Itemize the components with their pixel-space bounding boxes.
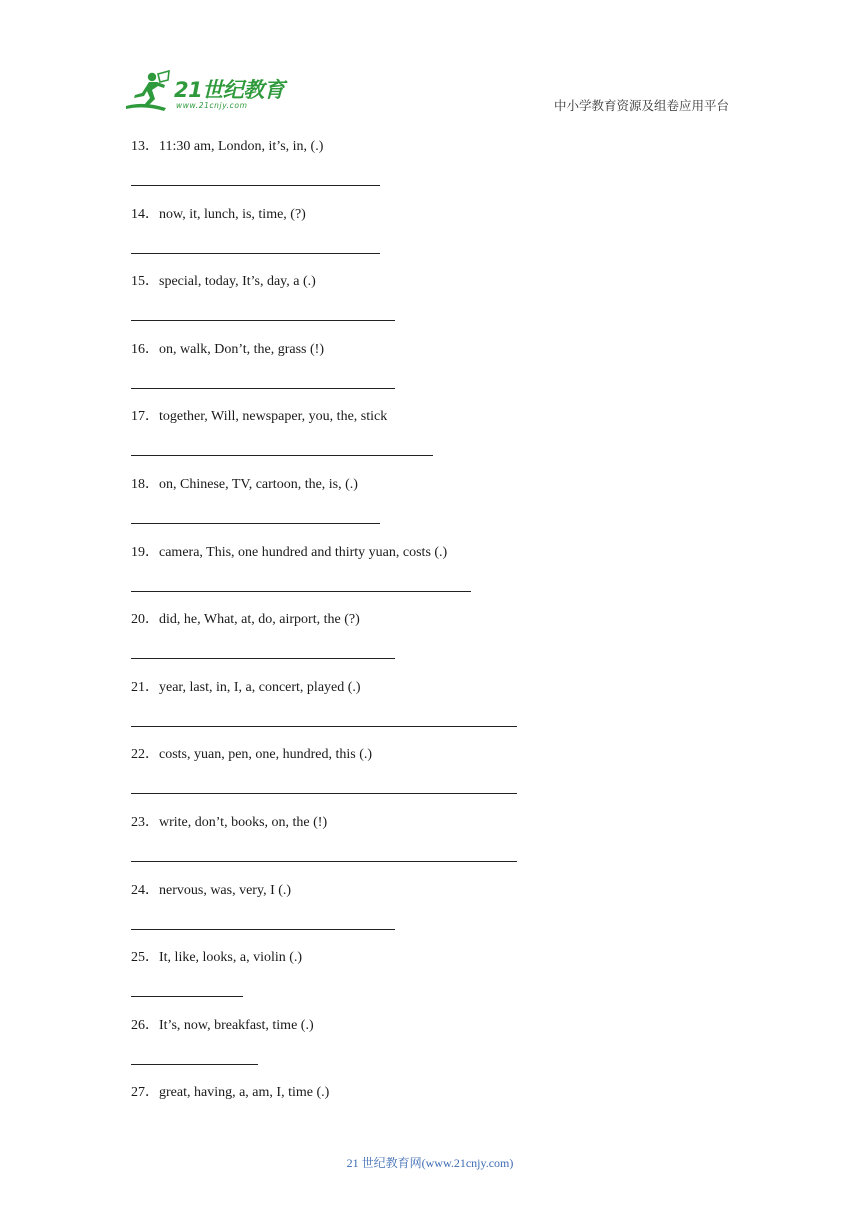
question-number: 27． [131, 1085, 159, 1101]
question-item [131, 813, 751, 881]
answer-line [131, 455, 433, 456]
answer-line [131, 658, 395, 659]
question-number: 18． [131, 476, 159, 492]
answer-line [131, 996, 243, 997]
answer-line [131, 388, 395, 389]
question-prompt [131, 881, 291, 901]
question-words: great, having, a, am, I, time (.) [159, 1085, 330, 1101]
question-words: special, today, It’s, day, a (.) [159, 274, 316, 290]
question-prompt [131, 272, 316, 292]
question-words: did, he, What, at, do, airport, the (?) [159, 612, 360, 628]
question-item [131, 543, 751, 611]
question-item [131, 881, 751, 949]
question-words: nervous, was, very, I (.) [159, 882, 292, 898]
answer-line [131, 793, 517, 794]
question-item [131, 205, 751, 273]
answer-line [131, 929, 395, 930]
question-prompt [131, 745, 372, 765]
question-item [131, 948, 751, 1016]
question-item [131, 1083, 751, 1151]
question-words: 11:30 am, London, it’s, in, (.) [159, 139, 324, 154]
question-number: 24． [131, 882, 159, 898]
question-prompt [131, 813, 327, 833]
question-words: together, Will, newspaper, you, the, stick [159, 409, 388, 425]
logo-text: 21世纪教育 [174, 78, 285, 102]
question-prompt [131, 137, 323, 157]
answer-line [131, 320, 395, 321]
question-item [131, 340, 751, 408]
question-item [131, 475, 751, 543]
question-prompt [131, 1016, 314, 1036]
question-words: now, it, lunch, is, time, (?) [159, 206, 306, 222]
question-number: 13． [131, 139, 159, 154]
question-number: 23． [131, 814, 159, 830]
question-prompt [131, 678, 361, 698]
running-man-icon [122, 68, 178, 114]
page-header [0, 0, 860, 120]
question-prompt [131, 205, 306, 225]
question-number: 26． [131, 1017, 159, 1033]
question-item [131, 272, 751, 340]
question-words: camera, This, one hundred and thirty yuan, costs (.) [159, 544, 448, 560]
question-item [131, 745, 751, 813]
question-prompt [131, 407, 387, 427]
question-number: 15． [131, 274, 159, 290]
question-number: 16． [131, 341, 159, 357]
question-prompt [131, 610, 360, 630]
answer-line [131, 861, 517, 862]
logo-url: www.21cnjy.com [176, 101, 248, 110]
answer-line [131, 185, 380, 186]
question-number: 17． [131, 409, 159, 425]
question-number: 19． [131, 544, 159, 560]
answer-line [131, 726, 517, 727]
header-tagline: 中小学教育资源及组卷应用平台 [553, 98, 729, 113]
question-item [131, 678, 751, 746]
question-words: write, don’t, books, on, the (!) [159, 814, 328, 830]
question-number: 14． [131, 206, 159, 222]
question-prompt [131, 475, 358, 495]
question-words: costs, yuan, pen, one, hundred, this (.) [159, 747, 373, 763]
question-words: It’s, now, breakfast, time (.) [159, 1017, 314, 1033]
answer-line [131, 523, 380, 524]
page-footer: 21 世纪教育网(www.21cnjy.com) [346, 1156, 514, 1170]
question-item [131, 1016, 751, 1084]
answer-line [131, 253, 380, 254]
question-item [131, 137, 751, 205]
question-number: 22． [131, 747, 159, 763]
question-words: year, last, in, I, a, concert, played (.) [159, 679, 361, 695]
question-number: 21． [131, 679, 159, 695]
question-number: 25． [131, 950, 159, 966]
question-prompt [131, 340, 324, 360]
answer-line [131, 591, 471, 592]
question-words: It, like, looks, a, violin (.) [159, 950, 303, 966]
question-number: 20． [131, 612, 159, 628]
question-prompt [131, 1083, 329, 1103]
answer-line [131, 1064, 258, 1065]
question-words: on, walk, Don’t, the, grass (!) [159, 341, 324, 357]
question-list [131, 137, 751, 1151]
logo [122, 68, 292, 114]
question-prompt [131, 948, 302, 968]
question-words: on, Chinese, TV, cartoon, the, is, (.) [159, 476, 358, 492]
question-item [131, 407, 751, 475]
question-item [131, 610, 751, 678]
question-prompt [131, 543, 447, 563]
